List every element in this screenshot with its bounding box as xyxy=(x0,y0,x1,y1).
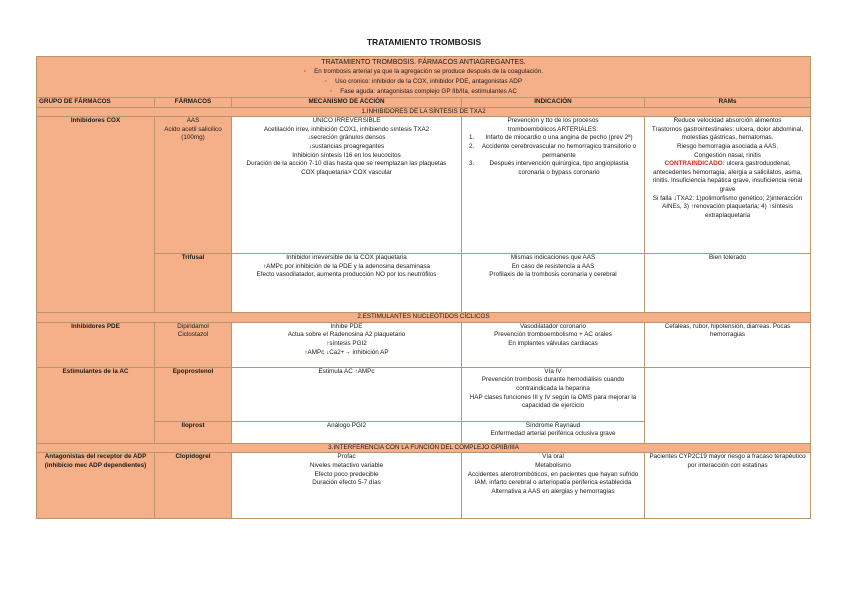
rams-cell: Cefaleas, rubor, hipotensión, diarreas. Pocas hemorragias xyxy=(645,322,811,367)
drug-name: Epoprostenol xyxy=(172,367,214,375)
mechanism-line: COX plaquetaria> COX vascular xyxy=(301,168,392,176)
indication-line: Metabolismo xyxy=(535,461,571,469)
indication-line: Prevención y tto de los procesos xyxy=(507,117,599,125)
mechanism-cell xyxy=(232,117,462,254)
mechanism-line: Inhibe PDE xyxy=(330,322,363,330)
indication-line: En implantes válvulas cardiacas xyxy=(508,339,598,347)
drug-name: Dipiridamol xyxy=(177,322,209,330)
rams-line: Riesgo hemorragia asociada a AAS. xyxy=(676,142,779,150)
indication-cell xyxy=(462,421,645,443)
mechanism-line: ↑AMPc ↓Ca2+→ inhibición AP xyxy=(304,348,389,356)
rams-cell-empty xyxy=(645,367,811,443)
mechanism-line: Acetilación irrev, inhibición COX1, inhibiendo síntesis TXA2 xyxy=(263,125,430,133)
rams-line: Congestión nasal, rinitis xyxy=(694,151,761,159)
contraindications-text: ulcera gastroduodenal, antecedentes hemorragia, alergia a salicilatos, asma, rinitis. Insuficiencia hepática grave, insuficiencia renal grave xyxy=(652,160,803,193)
drug-dose: (100mg) xyxy=(181,134,205,142)
indication-line: Síndrome Raynaud xyxy=(525,421,581,429)
section-row xyxy=(37,107,811,117)
section-row xyxy=(37,313,811,323)
mechanism-cell: Estimula AC ↑AMPc xyxy=(232,367,462,421)
indication-cell xyxy=(462,254,645,313)
column-header-group: GRUPO DE FÁRMACOS xyxy=(37,98,155,108)
mechanism-line: Niveles metactivo variable xyxy=(309,461,384,469)
drug-cell xyxy=(155,453,232,519)
indication-line: Prevención tromboembolismo + AC orales xyxy=(494,331,612,339)
indication-item: 1. Infarto de miocardio o una angina de pecho (prev 2ª) xyxy=(476,134,642,143)
mechanism-cell: Análogo PGI2 xyxy=(232,421,462,443)
drug-cell xyxy=(155,421,232,443)
mechanism-cell xyxy=(232,254,462,313)
indication-line: Vía IV xyxy=(544,367,562,375)
treatment-table xyxy=(36,56,811,519)
group-cell: Antagonistas del receptor de ADP (inhibicio mec ADP dependientes) xyxy=(37,453,155,519)
rams-contraindications xyxy=(647,160,808,194)
indication-list xyxy=(464,134,642,177)
rams-line: Si falla ↓TXA2: 1)polimorfismo genético; 2)interacción AINEs, 3) ↑renovación plaquetaria; 4) ↑síntesis extraplaquetaria xyxy=(652,194,803,219)
indication-line: Profilaxis de la trombosis coronaria y cerebral xyxy=(489,271,617,279)
mechanism-line: ↓secreción gránulos densos xyxy=(307,134,386,142)
section-title: 2.ESTIMULANTES NUCLEÓTIDOS CÍCLICOS xyxy=(37,313,811,323)
drug-cell xyxy=(155,117,232,254)
rams-cell: Pacientes CYP2C19 mayor riesgo a fracaso terapéutico por interacción con estatinas xyxy=(645,453,811,519)
column-header-rams: RAMs xyxy=(645,98,811,108)
drug-name: Clopidogrel xyxy=(175,453,211,461)
indication-line: Mismas indicaciones que AAS xyxy=(510,254,596,262)
indication-line: Prevención trombosis durante hemodiálisis cuando contraindicada la heparina xyxy=(481,376,625,392)
mechanism-line: UNICO IRREVERSIBLE xyxy=(312,117,381,125)
mechanism-line: Actua sobre el Radenosina A2 plaquetario xyxy=(287,331,406,339)
rams-cell: Bien tolerado xyxy=(645,254,811,313)
group-cell: Inhibidores COX xyxy=(37,117,155,313)
mechanism-line: ↓sustancias proagregantes xyxy=(308,142,385,150)
drug-cell xyxy=(155,322,232,367)
contraindicated-label: CONTRAINDICADO: xyxy=(664,160,725,168)
drug-name: Iloprost xyxy=(181,421,205,429)
table-row xyxy=(37,117,811,254)
header-heading: TRATAMIENTO TROMBOSIS. FÁRMACOS ANTIAGREGANTES. xyxy=(321,59,526,66)
drug-name: Acido acetil salicilico xyxy=(164,125,222,133)
drug-name: Trifusal xyxy=(181,254,205,262)
mechanism-cell xyxy=(232,453,462,519)
header-block-row xyxy=(37,57,811,98)
header-block xyxy=(37,57,811,98)
header-bullet: · Fase aguda: antagonistas complejo GP IIb/IIa, estimulantes AC xyxy=(39,87,808,97)
indication-cell xyxy=(462,367,645,421)
mechanism-cell xyxy=(232,322,462,367)
rams-line: Trastornos gastrointestinales: ulcera, dolor abdominal, molestias gástricas, hematomas. xyxy=(651,125,804,142)
mechanism-line: Efecto vasodilatador, aumenta producción NO por los neutrófilos xyxy=(256,271,437,279)
section-title: 1.INHIBIDORES DE LA SÍNTESIS DE TXA2 xyxy=(37,107,811,117)
mechanism-line: Inhibidor irreversible de la COX plaquetaria xyxy=(286,254,407,262)
column-header-mechanism: MECANISMO DE ACCIÓN xyxy=(232,98,462,108)
indication-item: 2. Accidente cerebrovascular no hemorragico transitorio o permanente xyxy=(476,143,642,160)
indication-cell xyxy=(462,453,645,519)
drug-cell xyxy=(155,367,232,421)
indication-cell xyxy=(462,322,645,367)
mechanism-line: ↑AMPc por inhibición de la PDE y la adenosina desaminasa xyxy=(263,262,430,270)
mechanism-line: Inhibición síntesis I16 en los leucocitos xyxy=(292,151,401,159)
header-bullet: · Uso cronico: inhibidor de la COX, inhibidor PDE, antagonistas ADP xyxy=(39,77,808,87)
indication-line: HAP clases funciones III y IV según la OMS para mejorar la capacidad de ejercicio xyxy=(469,393,637,410)
document-title: TRATAMIENTO TROMBOSIS xyxy=(366,37,482,47)
header-bullet: · En trombosis arterial ya que la agregación se produce después de la coagulación. xyxy=(39,67,808,77)
mechanism-line: Profac xyxy=(337,453,356,461)
mechanism-line: ↑síntesis PGI2 xyxy=(326,339,367,347)
indication-cell xyxy=(462,117,645,254)
indication-line: Vasodilatador coronario xyxy=(519,322,587,330)
header-bullets xyxy=(39,67,808,97)
indication-line: tromboembólicos ARTERIALES: xyxy=(507,125,599,133)
column-header-row xyxy=(37,98,811,108)
indication-item: 3. Después intervención quirúrgica, tipo angioplastia coronaria o bypass coronario xyxy=(476,160,642,177)
section-title: 3.INTERFERENCIA CON LA FUNCIÓN DEL COMPLEJO GPIIB/IIIA xyxy=(37,443,811,453)
column-header-drugs: FÁRMACOS xyxy=(155,98,232,108)
table-row xyxy=(37,322,811,367)
mechanism-line: Duración efecto 5-7 días xyxy=(312,479,381,487)
drug-name: AAS xyxy=(186,117,200,125)
indication-line: Vía oral xyxy=(542,453,564,461)
rams-cell xyxy=(645,117,811,254)
table-row xyxy=(37,367,811,421)
table-row xyxy=(37,453,811,519)
indication-line: Enfermedad arterial periférica oclusiva grave xyxy=(490,430,616,438)
indication-line: En caso de resistencia a AAS xyxy=(511,262,595,270)
indication-line: Accidentes aterotrombóticos, en pacientes que hayan sufrido IAM, infarto cerebral o arteriopatía periferica establecida xyxy=(467,470,639,487)
rams-line: Reduce velocidad absorción alimentos xyxy=(673,117,782,125)
drug-name: Ciclostazol xyxy=(177,331,209,339)
indication-line: Alternativa a AAS en alergias y hemorragias xyxy=(491,487,615,495)
group-cell: Estimulantes de la AC xyxy=(37,367,155,443)
section-row xyxy=(37,443,811,453)
mechanism-line: Efecto poco predecible xyxy=(314,470,379,478)
group-cell: Inhibidores PDE xyxy=(37,322,155,367)
mechanism-line: Duración de la acción 7-10 días hasta que se reemplazan las plaquetas xyxy=(246,160,447,168)
column-header-indication: INDICACIÓN xyxy=(462,98,645,108)
drug-cell xyxy=(155,254,232,313)
